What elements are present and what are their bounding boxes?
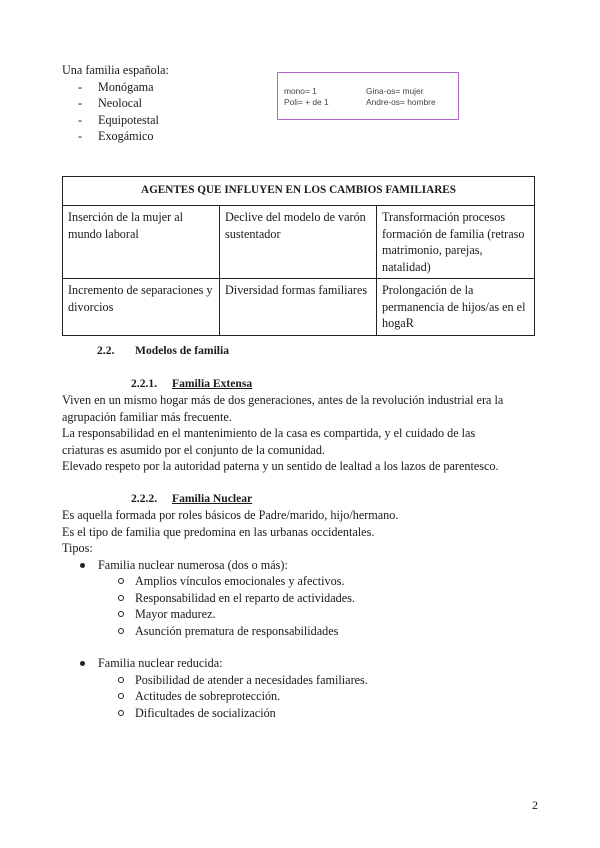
subsection-title: Familia Extensa: [172, 377, 253, 390]
glossary-box: [277, 72, 459, 120]
dash-marker: -: [78, 112, 83, 127]
spacer: [62, 639, 542, 655]
table-cell: Inserción de la mujer al mundo laboral: [63, 206, 220, 279]
bullet-ring-icon: [118, 693, 124, 699]
bullet-text: Familia nuclear reducida:: [98, 656, 223, 670]
body-line: agrupación familiar más frecuente.: [62, 409, 232, 424]
table-header: AGENTES QUE INFLUYEN EN LOS CAMBIOS FAMILIARES: [63, 177, 535, 206]
glossary-term: Gina-os= mujer: [366, 86, 424, 96]
table-header-row: [63, 177, 535, 206]
dash-marker: -: [78, 129, 83, 143]
body-line: Tipos:: [62, 541, 93, 555]
glossary-term: Poli= + de 1: [284, 97, 329, 107]
sub-bullet-text: Amplios vínculos emocionales y afectivos.: [135, 574, 345, 588]
bullet-item: [62, 655, 542, 672]
sub-bullet-text: Posibilidad de atender a necesidades familiares.: [135, 672, 368, 687]
sub-bullet-text: Responsabilidad en el reparto de actividades.: [135, 590, 355, 605]
subsection-heading-extensa: [131, 376, 252, 393]
glossary-term: Andre-os= hombre: [366, 97, 436, 107]
body-line: La responsabilidad en el mantenimiento de la casa es compartida, y el cuidado de las: [62, 426, 476, 440]
bullet-dot-icon: [80, 661, 85, 666]
bullet-item: [62, 557, 542, 574]
bullet-ring-icon: [118, 710, 124, 716]
list-item-text: Neolocal: [98, 96, 142, 110]
sub-bullet-item: [62, 672, 542, 689]
body-line: Elevado respeto por la autoridad paterna y un sentido de lealtad a los lazos de parentesco.: [62, 459, 499, 473]
glossary-row: [284, 97, 436, 108]
list-item: [62, 128, 262, 145]
table-row: [63, 206, 535, 279]
page-number: 2: [532, 798, 538, 812]
body-line: Viven en un mismo hogar más de dos generaciones, antes de la revolución industrial era la: [62, 393, 504, 407]
intro-block: [62, 62, 262, 145]
list-item: [62, 79, 262, 96]
dash-marker: -: [78, 96, 83, 110]
table-cell: Prolongación de la permanencia de hijos/as en el hogaR: [377, 279, 535, 336]
sub-bullet-item: [62, 606, 542, 623]
section-heading: [97, 343, 229, 360]
glossary-term: mono= 1: [284, 86, 317, 96]
section-number: 2.2.: [97, 344, 115, 357]
glossary-row: [284, 86, 424, 97]
subsection-title: Familia Nuclear: [172, 492, 253, 505]
sub-bullet-text: Actitudes de sobreprotección.: [135, 689, 281, 703]
bullet-ring-icon: [118, 677, 124, 683]
table-cell: Transformación procesos formación de familia (retraso matrimonio, parejas, natalidad): [377, 206, 535, 279]
bullet-text: Familia nuclear numerosa (dos o más):: [98, 557, 288, 572]
body-line: criaturas es asumido por el conjunto de la comunidad.: [62, 442, 325, 457]
section-title: Modelos de familia: [135, 344, 230, 357]
extensa-body: [62, 392, 542, 475]
nuclear-body: [62, 507, 542, 721]
bullet-ring-icon: [118, 578, 124, 584]
sub-bullet-item: [62, 590, 542, 607]
sub-bullet-item: [62, 688, 542, 705]
table-cell: Declive del modelo de varón sustentador: [220, 206, 377, 279]
sub-bullet-item: [62, 573, 542, 590]
subsection-number: 2.2.2.: [131, 492, 158, 505]
agents-table: [62, 176, 535, 336]
list-item-text: Exogámico: [98, 129, 154, 143]
bullet-dot-icon: [80, 563, 85, 568]
sub-bullet-item: [62, 623, 542, 640]
list-item: [62, 95, 262, 112]
bullet-ring-icon: [118, 595, 124, 601]
list-item-text: Equipotestal: [98, 112, 159, 127]
sub-bullet-text: Mayor madurez.: [135, 607, 216, 621]
body-line: Es el tipo de familia que predomina en las urbanas occidentales.: [62, 524, 375, 539]
sub-bullet-text: Asunción prematura de responsabilidades: [135, 623, 339, 638]
subsection-heading-nuclear: [131, 491, 252, 508]
intro-title: Una familia española:: [62, 63, 169, 77]
bullet-ring-icon: [118, 628, 124, 634]
table-cell: Diversidad formas familiares: [220, 279, 377, 336]
sub-bullet-text: Dificultades de socialización: [135, 705, 276, 720]
subsection-number: 2.2.1.: [131, 377, 158, 390]
list-item: [62, 112, 262, 129]
dash-marker: -: [78, 79, 83, 94]
table-cell: Incremento de separaciones y divorcios: [63, 279, 220, 336]
body-line: Es aquella formada por roles básicos de Padre/marido, hijo/hermano.: [62, 508, 399, 522]
table-row: [63, 279, 535, 336]
bullet-ring-icon: [118, 611, 124, 617]
sub-bullet-item: [62, 705, 542, 722]
list-item-text: Monógama: [98, 79, 154, 94]
